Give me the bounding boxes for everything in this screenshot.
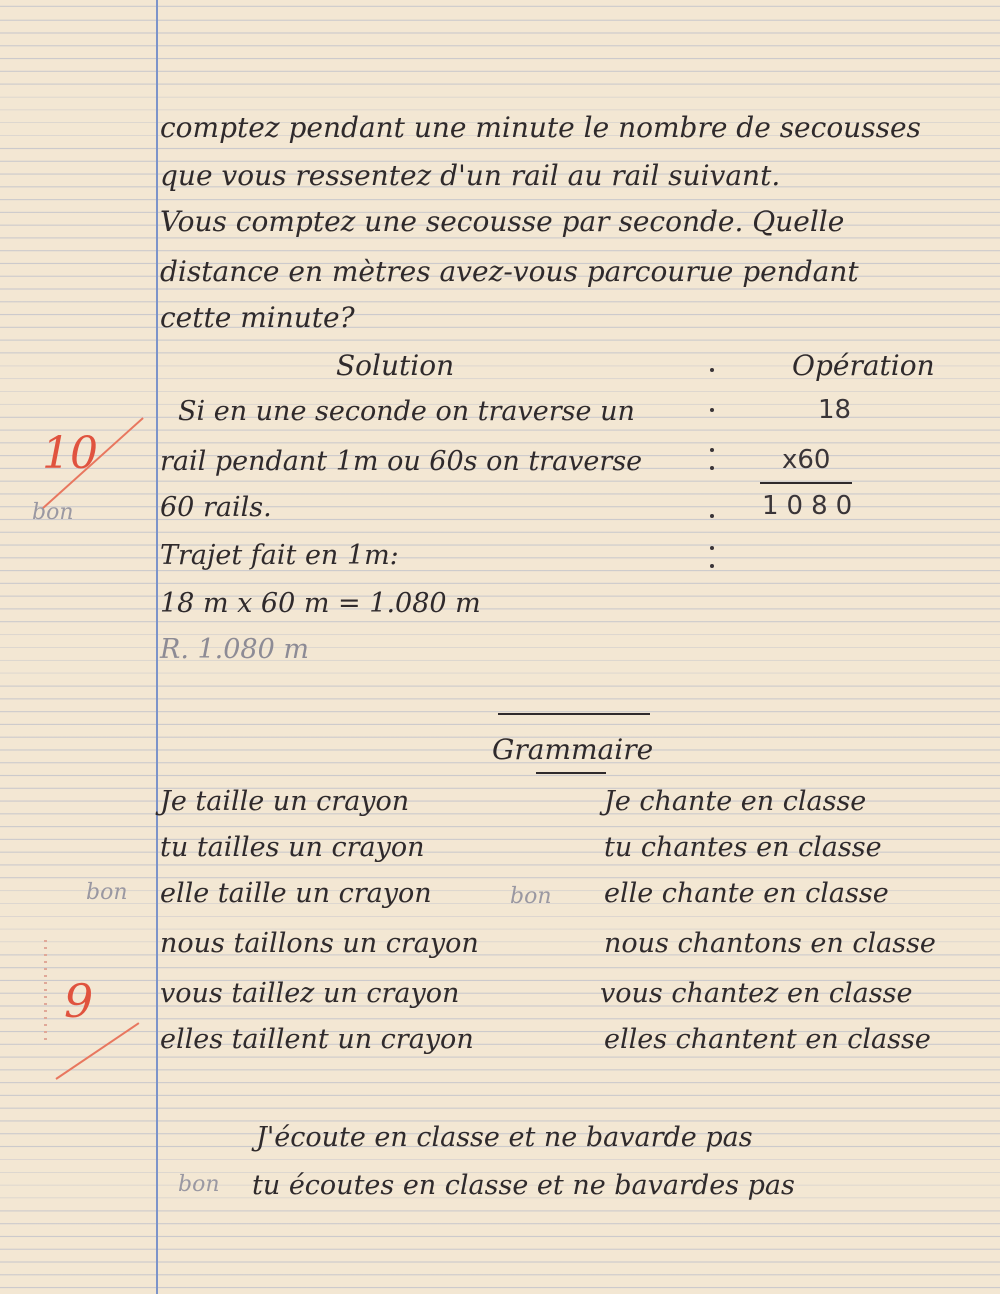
solution-line-3: 60 rails. [160,492,272,523]
grammar-col1-line-2: tu tailles un crayon [160,832,425,863]
solution-answer: R. 1.080 m [160,634,309,665]
bon-mark-grammar-right: bon [510,884,552,909]
margin-line [156,0,158,1294]
grammar-col2-line-5: vous chantez en classe [600,978,913,1009]
grammar-col1-line-6: elles taillent un crayon [160,1024,474,1055]
bottom-line-1: J'écoute en classe et ne bavarde pas [256,1122,753,1153]
pinholes [44,940,47,1040]
solution-heading: Solution [336,349,455,382]
operation-multiplicand: 18 [818,395,852,425]
grammar-col1-line-1: Je taille un crayon [160,786,410,817]
grammar-strike-mark [55,1022,139,1080]
problem-line-3: Vous comptez une secousse par seconde. Quelle [160,205,845,238]
operation-multiplier: x60 [782,445,831,475]
grammar-col2-line-2: tu chantes en classe [604,832,882,863]
grammar-col2-line-4: nous chantons en classe [604,928,936,959]
solution-line-5: 18 m x 60 m = 1.080 m [160,588,481,619]
grammar-col1-line-3: elle taille un crayon [160,878,432,909]
section-divider [498,713,650,715]
problem-line-4: distance en mètres avez-vous parcourue pendant [160,255,859,288]
bon-mark-bottom: bon [178,1172,220,1197]
solution-line-4: Trajet fait en 1m: [160,540,399,571]
problem-line-2: que vous ressentez d'un rail au rail suivant. [160,159,781,192]
grammar-underline [536,772,606,774]
grammar-heading: Grammaire [492,733,654,766]
operation-heading: Opération [792,349,935,382]
operation-result: 1080 [762,491,861,521]
grammar-col2-line-6: elles chantent en classe [604,1024,931,1055]
problem-line-1: comptez pendant une minute le nombre de secousses [160,111,921,144]
problem-line-5: cette minute? [160,301,355,334]
operation-rule [760,482,852,484]
solution-line-2: rail pendant 1m ou 60s on traverse [160,446,643,477]
bon-mark-arithmetic: bon [32,500,74,525]
bon-mark-grammar-left: bon [86,880,128,905]
grammar-col1-line-5: vous taillez un crayon [160,978,460,1009]
grammar-col1-line-4: nous taillons un crayon [160,928,479,959]
arithmetic-grade: 10 [42,428,98,479]
grammar-col2-line-3: elle chante en classe [604,878,889,909]
grammar-grade: 9 [64,974,94,1028]
bottom-line-2: tu écoutes en classe et ne bavardes pas [252,1170,795,1201]
solution-line-1: Si en une seconde on traverse un [178,396,635,427]
grammar-col2-line-1: Je chante en classe [604,786,867,817]
